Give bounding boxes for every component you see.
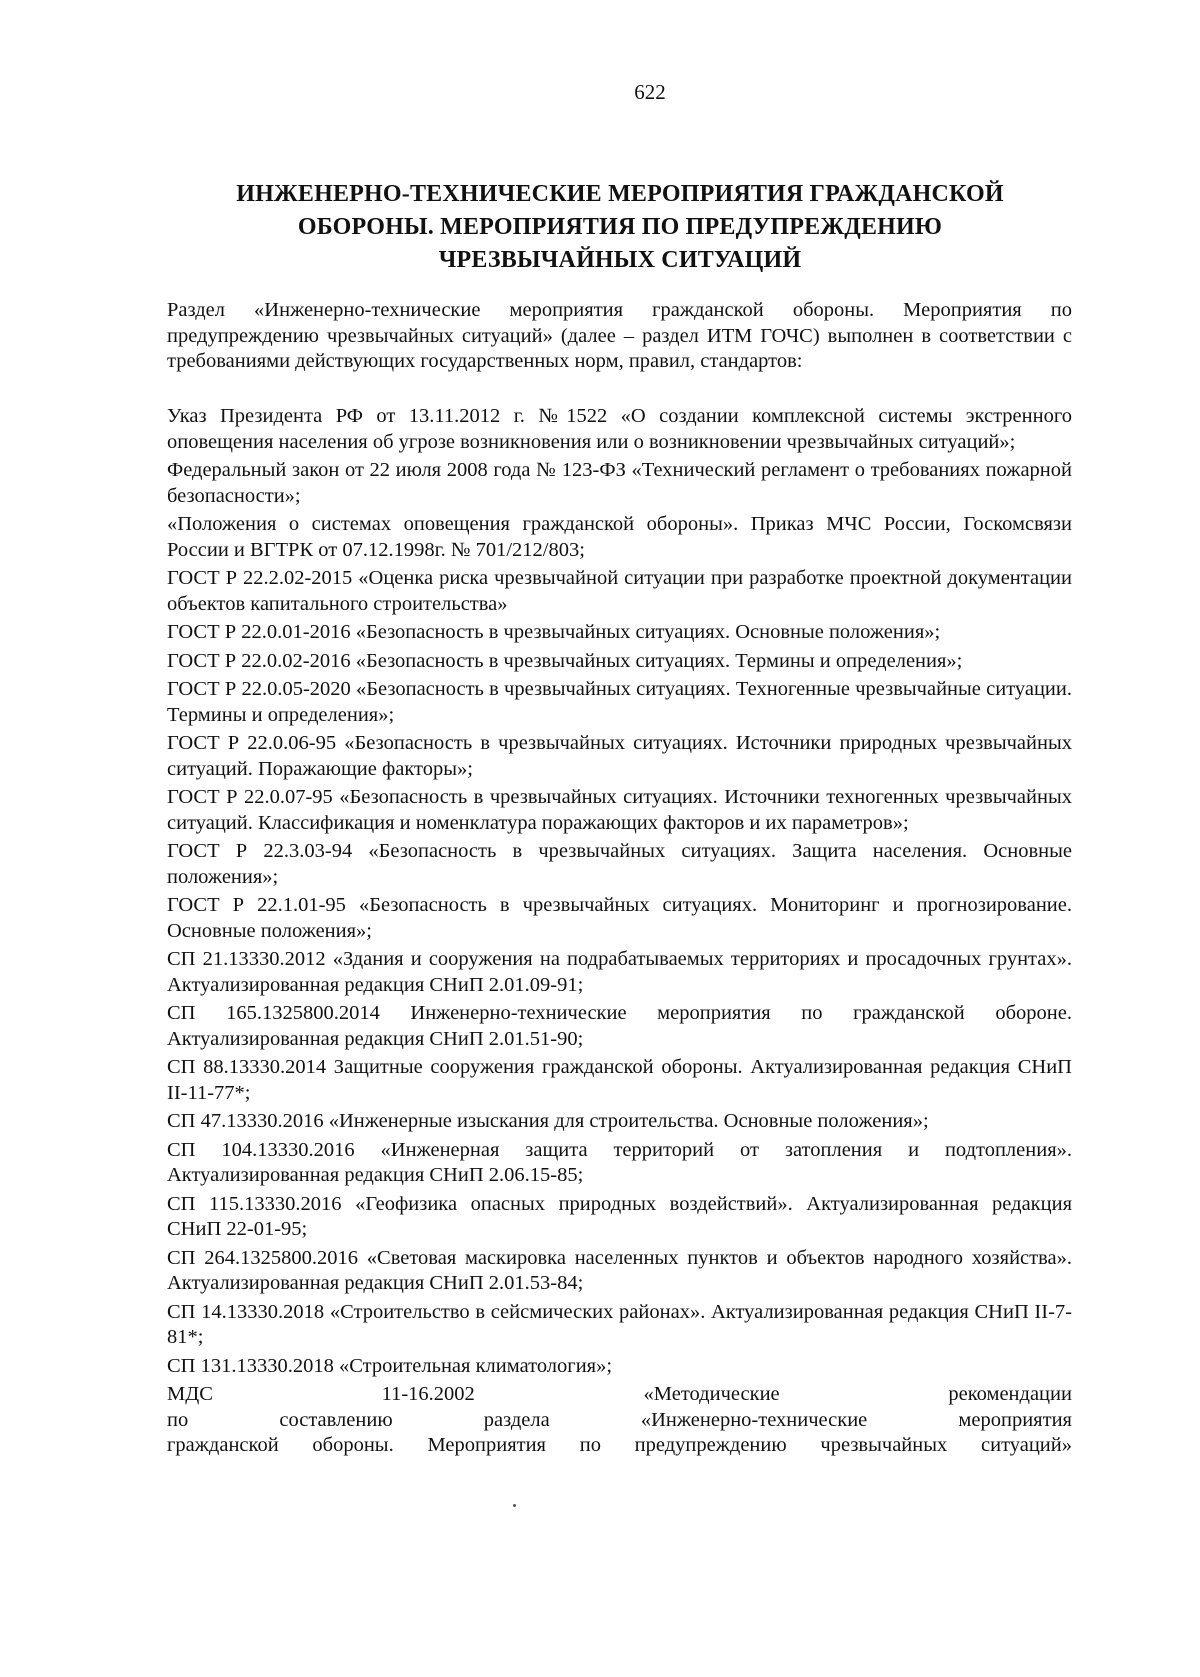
mds-line: гражданской обороны. Мероприятия по предупреждению чрезвычайных ситуаций» (167, 1434, 1072, 1456)
list-item: СП 21.13330.2012 «Здания и сооружения на подрабатываемых территориях и просадочных грунтах». Актуализированная редакция СНиП 2.01.09-91; (167, 948, 1072, 996)
list-item: СП 264.1325800.2016 «Световая маскировка населенных пунктов и объектов народного хозяйства». Актуализированная редакция СНиП 2.01.53-84; (167, 1246, 1072, 1294)
mds-item (167, 1382, 1072, 1459)
list-item: ГОСТ Р 22.2.02-2015 «Оценка риска чрезвычайной ситуации при разработке проектной документации объектов капитального строительства» (167, 567, 1072, 615)
mds-word: мероприятия (958, 1408, 1072, 1431)
list-item: ГОСТ Р 22.1.01-95 «Безопасность в чрезвычайных ситуациях. Мониторинг и прогнозирование. Основные положения»; (167, 894, 1072, 942)
list-item: ГОСТ Р 22.0.01-2016 «Безопасность в чрезвычайных ситуациях. Основные положения»; (167, 621, 941, 643)
list-item: СП 14.13330.2018 «Строительство в сейсмических районах». Актуализированная редакция СНиП II-7-81*; (167, 1300, 1072, 1348)
mds-line (167, 1382, 1072, 1408)
list-item: ГОСТ Р 22.3.03-94 «Безопасность в чрезвычайных ситуациях. Защита населения. Основные положения»; (167, 840, 1072, 888)
scan-speck (513, 1504, 516, 1507)
mds-word: «Инженерно-технические (640, 1408, 868, 1431)
list-item: СП 104.13330.2016 «Инженерная защита территорий от затопления и подтопления». Актуализированная редакция СНиП 2.06.15-85; (167, 1138, 1072, 1186)
mds-word: рекомендации (948, 1383, 1072, 1405)
list-item: СП 47.13330.2016 «Инженерные изыскания для строительства. Основные положения»; (167, 1110, 929, 1132)
mds-word: 11-16.2002 (381, 1383, 475, 1405)
list-item: «Положения о системах оповещения гражданской обороны». Приказ МЧС России, Госкомсвязи России и ВГТРК от 07.12.1998г. № 701/212/803; (167, 513, 1072, 561)
mds-word: МДС (167, 1383, 213, 1405)
list-item: СП 115.13330.2016 «Геофизика опасных природных воздействий». Актуализированная редакция СНиП 22-01-95; (167, 1192, 1072, 1240)
mds-word: составлению (279, 1408, 393, 1431)
title-line: ОБОРОНЫ. МЕРОПРИЯТИЯ ПО ПРЕДУПРЕЖДЕНИЮ (297, 214, 943, 240)
mds-word: раздела (483, 1408, 550, 1431)
list-item: СП 131.13330.2018 «Строительная климатология»; (167, 1354, 613, 1377)
title-line: ИНЖЕНЕРНО-ТЕХНИЧЕСКИЕ МЕРОПРИЯТИЯ ГРАЖДАНСКОЙ (236, 181, 1004, 207)
mds-line (167, 1408, 1072, 1434)
list-item: ГОСТ Р 22.0.07-95 «Безопасность в чрезвычайных ситуациях. Источники техногенных чрезвычайных ситуаций. Классификация и номенклатура поражающих факторов и их параметров»; (167, 786, 1072, 834)
standards-list (167, 404, 1072, 1459)
list-item: ГОСТ Р 22.0.02-2016 «Безопасность в чрезвычайных ситуациях. Термины и определения»; (167, 649, 963, 672)
title-line: ЧРЕЗВЫЧАЙНЫХ СИТУАЦИЙ (438, 247, 802, 273)
list-item: ГОСТ Р 22.0.06-95 «Безопасность в чрезвычайных ситуациях. Источники природных чрезвычайных ситуаций. Поражающие факторы»; (167, 732, 1072, 780)
mds-word: «Методические (643, 1383, 780, 1405)
intro-paragraph: Раздел «Инженерно-технические мероприятия гражданской обороны. Мероприятия по предупреждению чрезвычайных ситуаций» (далее – раздел ИТМ ГОЧС) выполнен в соответствии с требованиями действующих государственных норм, правил, стандартов: (167, 299, 1072, 372)
list-item: ГОСТ Р 22.0.05-2020 «Безопасность в чрезвычайных ситуациях. Техногенные чрезвычайные ситуации. Термины и определения»; (167, 678, 1072, 726)
list-item: Указ Президента РФ от 13.11.2012 г. №1522 «О создании комплексной системы экстренного оповещения населения об угрозе возникновения или о возникновении чрезвычайных ситуаций»; (167, 405, 1072, 453)
list-item: Федеральный закон от 22 июля 2008 года № 123-ФЗ «Технический регламент о требованиях пожарной безопасности»; (167, 459, 1072, 507)
document-title (150, 178, 1090, 277)
mds-word: по (167, 1408, 189, 1431)
list-item: СП 165.1325800.2014 Инженерно-технические мероприятия по гражданской обороне. Актуализированная редакция СНиП 2.01.51-90; (167, 1002, 1072, 1050)
list-item: СП 88.13330.2014 Защитные сооружения гражданской обороны. Актуализированная редакция СНиП II-11-77*; (167, 1056, 1072, 1104)
page-number: 622 (634, 80, 666, 104)
